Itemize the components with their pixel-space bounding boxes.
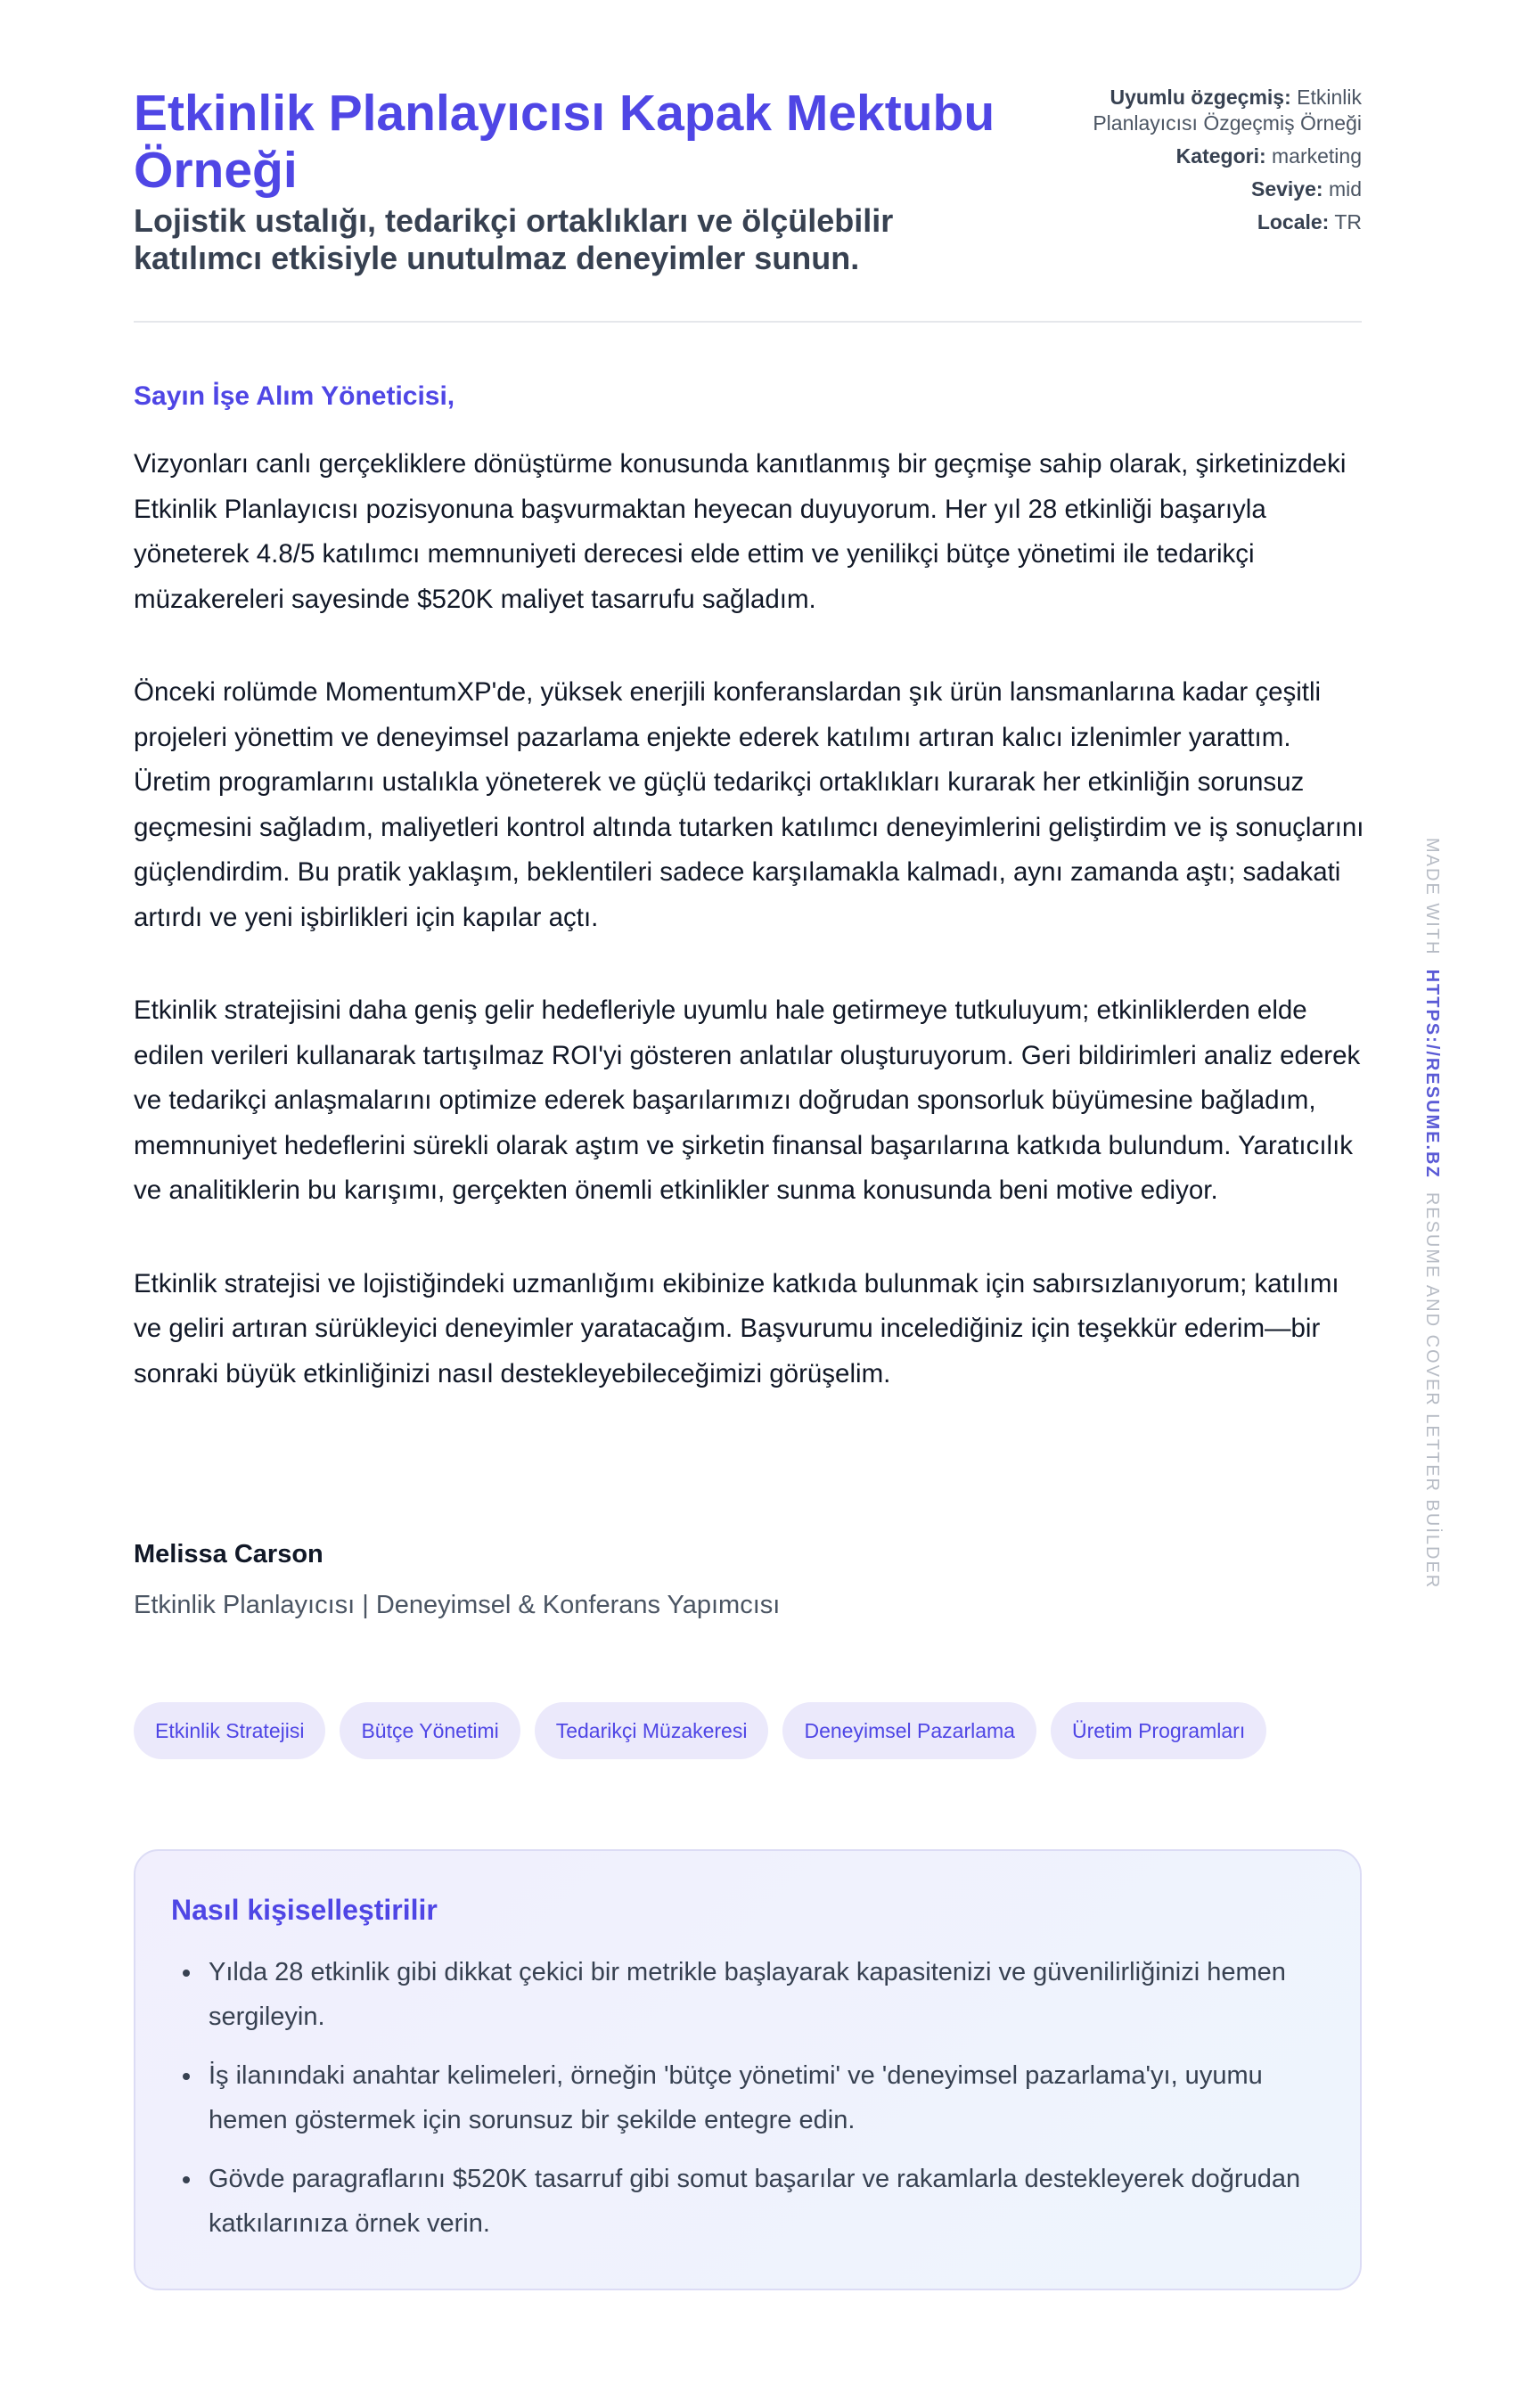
meta-value: TR [1334, 210, 1362, 233]
paragraph: Önceki rolümde MomentumXP'de, yüksek enerjili konferanslardan şık ürün lansmanlarına kadar çeşitli projeleri yönettim ve deneyimsel pazarlama enjekte ederek katılımı artıran kalıcı izlenimler yarattım. Üretim programlarını ustalıkla yöneterek ve güçlü tedarikçi ortaklıkları kurarak her etkinliğin sorunsuz geçmesini sağladım, maliyetleri kontrol altında tutarken katılımcı deneyimlerini geliştirdim ve iş sonuçlarını güçlendirdim. Bu pratik yaklaşım, beklentileri sadece karşılamakla kalmadı, aynı zamanda aştı; sadakati artırdı ve yeni işbirlikleri için kapılar açtı. [134, 677, 1364, 932]
watermark-link[interactable]: HTTPS://RESUME.BZ [1422, 969, 1442, 1179]
signature [134, 1540, 780, 1620]
page-subtitle: Lojistik ustalığı, tedarikçi ortaklıkları ve ölçülebilir katılımcı etkisiyle unutulmaz deneyimler sunun. [134, 202, 894, 276]
tips-list [171, 1950, 1324, 2246]
watermark-prefix: MADE WITH [1422, 838, 1442, 956]
meta-label: Kategori: [1175, 144, 1266, 168]
meta-category [1068, 143, 1362, 169]
skill-tag: Bütçe Yönetimi [340, 1702, 520, 1759]
meta-label: Seviye: [1250, 177, 1323, 201]
meta-level [1068, 176, 1362, 202]
tip-item: • Yılda 28 etkinlik gibi dikkat çekici bir metrikle başlayarak kapasitenizi ve güvenilirliğinizi hemen sergileyin. [203, 1950, 1324, 2039]
page-title: Etkinlik Planlayıcısı Kapak Mektubu Örneği [134, 85, 995, 199]
watermark-suffix: RESUME AND COVER LETTER BUİLDER [1422, 1192, 1442, 1590]
meta-label: Uyumlu özgeçmiş: [1110, 86, 1291, 109]
meta-label: Locale: [1257, 210, 1330, 233]
paragraph: Etkinlik stratejisini daha geniş gelir hedefleriyle uyumlu hale getirmeye tutkuluyum; etkinliklerden elde edilen verileri kullanarak tartışılmaz ROI'yi gösteren anlatılar oluşturuyorum. Geri bildirimleri analiz ederek ve tedarikçi anlaşmalarını optimize ederek başarılarımızı doğrudan sponsorluk büyümesine bağladım, memnuniyet hedeflerini sürekli olarak aştım ve şirketin finansal başarılarına katkıda bulundum. Yaratıcılık ve analitiklerin bu karışımı, gerçekten önemli etkinlikler sunma konusunda beni motive ediyor. [134, 995, 1361, 1205]
skill-tag: Üretim Programları [1051, 1702, 1266, 1759]
skill-tags [134, 1702, 1266, 1759]
meta-value: marketing [1272, 144, 1362, 168]
tip-item: • Gövde paragraflarını $520K tasarruf gibi somut başarılar ve rakamlarla destekleyerek doğrudan katkılarınıza örnek verin. [203, 2157, 1324, 2246]
meta-value: mid [1328, 177, 1362, 201]
divider [134, 321, 1362, 323]
signer-name: Melissa Carson [134, 1540, 323, 1568]
letter-body [134, 381, 1372, 1445]
paragraph: Etkinlik stratejisi ve lojistiğindeki uzmanlığımı ekibinize katkıda bulunmak için sabırsızlanıyorum; katılımı ve geliri artıran sürükleyici deneyimler yaratacağım. Başvurumu incelediğiniz için teşekkür ederim—bir sonraki büyük etkinliğinizi nasıl destekleyebileceğimizi görüşelim. [134, 1268, 1339, 1388]
watermark [1419, 838, 1442, 1590]
meta-value[interactable]: Etkinlik Planlayıcısı Özgeçmiş Örneği [1093, 86, 1362, 135]
meta-locale [1068, 209, 1362, 235]
tips-box [134, 1849, 1362, 2290]
signer-role: Etkinlik Planlayıcısı | Deneyimsel & Konferans Yapımcısı [134, 1591, 781, 1619]
skill-tag: Etkinlik Stratejisi [134, 1702, 325, 1759]
meta-info [1068, 85, 1362, 277]
header [134, 85, 1362, 277]
salutation: Sayın İşe Alım Yöneticisi, [134, 381, 455, 411]
tips-title: Nasıl kişiselleştirilir [171, 1894, 438, 1926]
paragraph: Vizyonları canlı gerçekliklere dönüştürme konusunda kanıtlanmış bir geçmişe sahip olarak, şirketinizdeki Etkinlik Planlayıcısı pozisyonuna başvurmaktan heyecan duyuyorum. Her yıl 28 etkinliği başarıyla yöneterek 4.8/5 katılımcı memnuniyeti derecesi elde ettim ve yenilikçi bütçe yönetimi ile tedarikçi müzakereleri sayesinde $520K maliyet tasarrufu sağladım. [134, 449, 1347, 614]
skill-tag: Deneyimsel Pazarlama [782, 1702, 1036, 1759]
tip-item: • İş ilanındaki anahtar kelimeleri, örneğin 'bütçe yönetimi' ve 'deneyimsel pazarlama'yı, uyumu hemen göstermek için sorunsuz bir şekilde entegre edin. [203, 2053, 1324, 2142]
meta-resume [1068, 85, 1362, 136]
skill-tag: Tedarikçi Müzakeresi [535, 1702, 769, 1759]
